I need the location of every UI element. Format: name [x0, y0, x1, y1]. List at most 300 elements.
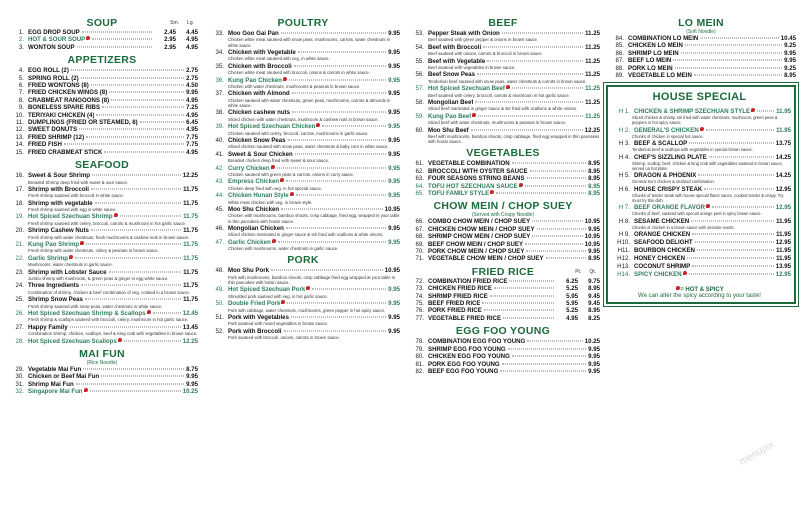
dot-leader — [90, 391, 181, 392]
size-label: Lg. — [187, 20, 194, 26]
item-name: CHICKEN CHOW MEIN / CHOP SUEY — [428, 225, 535, 233]
item-description: Combination shrimp, chicken, scallops, beef & King crab with vegetables in brown sauce. — [28, 331, 198, 337]
item-number: 71. — [415, 255, 424, 263]
dot-leader — [83, 369, 184, 370]
item-name: FRIED SHRIMP (12) — [28, 133, 85, 141]
item-price: 8.95 — [784, 72, 796, 80]
dot-leader — [322, 126, 386, 127]
item-price: 10.25 — [182, 388, 198, 396]
item-name: PORK EGG FOO YOUNG — [428, 360, 500, 368]
item-number: 51. — [215, 313, 224, 321]
pepper-icon — [506, 85, 510, 89]
item-name: Moo Shu Chicken — [228, 205, 280, 213]
item-name: SEAFOOD DELIGHT — [634, 239, 693, 247]
item-price-small: 6.25 — [566, 277, 578, 285]
dot-leader — [91, 230, 181, 231]
item-name: SHRIMP LO MEIN — [628, 49, 679, 57]
dot-leader — [532, 221, 583, 222]
dot-leader — [546, 258, 587, 259]
dot-leader — [140, 122, 184, 123]
item-name: Shrimp Cashew Nuts — [28, 227, 89, 235]
item-description: Shrimp, scallop, beef, chicken & king crab with vegetables sauteed in brown sauce, served on hot plate. — [632, 160, 783, 171]
pepper-icon — [86, 36, 90, 40]
item-name: Moo Goo Gai Pan — [228, 30, 279, 37]
menu-item — [206, 151, 400, 158]
pepper-icon — [80, 241, 84, 245]
item-price: 10.25 — [584, 338, 600, 346]
menu-item — [608, 239, 791, 247]
item-number: H12. — [617, 255, 630, 263]
item-price-large: 4.45 — [186, 29, 198, 36]
dot-leader — [525, 243, 583, 244]
item-number: 47. — [215, 238, 224, 246]
item-price: 13.95 — [775, 263, 791, 271]
item-description: Pork sauteed with broccoli, onions, carrots in brown sauce. — [228, 335, 341, 341]
spicy-note: We can alter the spicy according to your taste! — [638, 293, 761, 300]
item-description: Fresh shrimp sauteed with celery, broccoli, carrots & mushroom in hot garlic sauce. — [28, 220, 187, 226]
item-price: 11.75 — [183, 213, 198, 221]
item-price: 2.75 — [186, 74, 198, 82]
item-price: 10.95 — [384, 267, 400, 275]
lo-mein-section — [606, 17, 796, 79]
item-name: Hot Spiced Szechuan Shrimp & Scallops — [28, 310, 146, 318]
menu-item — [6, 381, 198, 388]
column-3 — [406, 14, 600, 375]
item-number: H 4. — [618, 153, 630, 161]
item-price: 12.95 — [775, 239, 791, 247]
item-price: 11.75 — [183, 268, 198, 276]
menu-item — [406, 127, 600, 134]
item-number: 17. — [15, 185, 24, 193]
item-price: 10.95 — [584, 233, 600, 241]
dot-leader — [706, 129, 774, 130]
size-label: Sm. — [170, 20, 180, 26]
menu-item — [206, 90, 400, 97]
dot-leader — [292, 112, 386, 113]
item-description: General tso's chicken & seafood combination. — [632, 179, 715, 185]
lo-mein-heading: LO MEIN — [678, 17, 724, 29]
dot-leader — [530, 170, 587, 171]
item-price: 9.95 — [388, 164, 400, 172]
item-price-small: 2.45 — [164, 29, 176, 36]
dot-leader — [477, 74, 583, 75]
item-price: 4.95 — [186, 126, 198, 134]
dot-leader — [496, 193, 586, 194]
item-number: 33. — [215, 30, 224, 37]
menu-item — [6, 112, 198, 119]
item-number: 87. — [615, 57, 624, 65]
item-price: 11.75 — [183, 185, 198, 193]
item-price: 10.95 — [584, 218, 600, 226]
item-price: 12.25 — [182, 337, 198, 345]
item-name: BEEF CHOW MEIN / CHOP SUEY — [428, 240, 524, 248]
pepper-icon — [272, 239, 276, 243]
item-description: Fresh shrimp with water chestnuts, celery & peanuts in brown sauce. — [28, 248, 159, 254]
pepper-icon — [519, 183, 523, 187]
menu-item — [406, 168, 600, 175]
item-description: Tenderloin beef sauteed with snow peas, water chestnuts & carrots in brown sauce. — [428, 78, 587, 84]
item-description: Chicken sauteed with green peas & carrots, onions in curry sauce. — [228, 171, 355, 177]
menu-item — [406, 190, 600, 197]
item-description: Beef sauteed with onions, carrots & broccoli in brown sauce. — [428, 51, 543, 57]
dot-leader — [490, 295, 554, 296]
item-number: 24. — [15, 282, 24, 290]
item-price-large: 8.95 — [588, 285, 600, 293]
poultry-heading: POULTRY — [277, 17, 329, 29]
pepper-icon — [283, 77, 287, 81]
menu-item — [608, 127, 791, 135]
item-name: BEEF FRIED RICE — [428, 300, 481, 308]
column-4 — [606, 14, 796, 304]
item-number: 26. — [15, 310, 24, 318]
item-number: 39. — [215, 123, 224, 131]
item-description: Chicken with water chestnuts, mushrooms & peanuts in brown sauce. — [228, 84, 361, 89]
item-price: 12.45 — [182, 310, 198, 318]
item-price: 7.75 — [186, 141, 198, 149]
dot-leader — [71, 70, 184, 71]
item-name: Vegetable Mai Fun — [28, 366, 82, 374]
pepper-icon — [472, 113, 476, 117]
menu-item — [406, 361, 600, 368]
menu-item — [206, 165, 400, 172]
item-name: FRIED FISH — [28, 141, 62, 149]
item-description: Chicken white meat sauteed with snow peas, mushrooms, carrots, water chestnuts in white sauce. — [228, 37, 390, 48]
menu-item — [6, 126, 198, 133]
item-price: 9.95 — [388, 90, 400, 98]
item-number: 7. — [18, 89, 24, 97]
item-name: Garlic Shrimp — [28, 254, 68, 262]
item-name: CHEF'S SIZZLING PLATE — [634, 153, 707, 161]
item-price: 9.95 — [388, 238, 400, 246]
dot-leader — [509, 280, 554, 281]
item-number: H11. — [617, 247, 630, 255]
dot-leader — [685, 45, 782, 46]
item-price: 9.95 — [388, 286, 400, 294]
item-description: Sliced chicken sauteed with snow peas, water chestnuts & baby corn in white sauce. — [228, 144, 389, 150]
pepper-icon — [114, 213, 118, 217]
house-special-section — [606, 85, 796, 304]
item-price: 8.95 — [588, 182, 600, 190]
item-price: 11.95 — [776, 255, 791, 263]
menu-item — [406, 315, 600, 322]
item-number: 80. — [415, 353, 424, 361]
item-price: 10.45 — [780, 35, 796, 42]
fried-rice-heading: FRIED RICE — [471, 265, 535, 278]
item-number: 3. — [18, 43, 24, 51]
item-number: 46. — [215, 224, 224, 232]
item-name: SPRING ROLL (2) — [28, 74, 79, 82]
dot-leader — [482, 303, 554, 304]
item-price: 11.75 — [183, 199, 198, 207]
pepper-icon — [751, 108, 755, 112]
menu-item — [6, 97, 198, 104]
dot-leader — [700, 38, 778, 39]
dot-leader — [704, 188, 773, 189]
item-number: 52. — [215, 327, 224, 335]
menu-item — [206, 267, 400, 274]
item-name: CRABMEAT RANGOONS (8) — [28, 96, 110, 104]
item-name: BONELESS SPARE RIBS — [28, 104, 101, 112]
dot-leader — [673, 60, 782, 61]
item-description: Sliced beef with water chestnuts, mushrooms & peanuts in brown sauce. — [428, 120, 567, 126]
item-price: 10.95 — [384, 205, 400, 213]
menu-item — [6, 172, 198, 179]
menu-item — [6, 186, 198, 193]
menu-item — [406, 30, 600, 37]
item-name: Garlic Chicken — [228, 238, 271, 246]
item-number: 74. — [415, 292, 424, 300]
dot-leader — [757, 111, 774, 112]
menu-item — [406, 293, 600, 300]
dot-leader — [503, 317, 554, 318]
dot-leader — [102, 107, 184, 108]
menu-item — [606, 35, 796, 42]
item-name: PORK LO MEIN — [628, 64, 673, 72]
item-price: 9.95 — [388, 300, 400, 308]
item-price-large: 9.45 — [588, 300, 600, 308]
dot-leader — [104, 151, 184, 152]
item-description: Sliced chicken with water chestnuts, mushroom & cashew nuts in brown sauce. — [228, 116, 379, 122]
item-number: 53. — [415, 30, 424, 37]
item-description: Fresh shrimp sauteed with broccoli in white sauce. — [28, 193, 125, 199]
item-price: 11.25 — [585, 85, 600, 93]
item-name: SESAME CHICKEN — [634, 217, 690, 225]
item-number: 35. — [215, 62, 224, 70]
menu-item — [6, 141, 198, 148]
item-number: 43. — [215, 178, 224, 186]
item-name: Beef with Vegetable — [428, 57, 486, 65]
menu-item — [206, 300, 400, 307]
item-price: 4.95 — [186, 111, 198, 119]
item-name: PORK FRIED RICE — [428, 307, 482, 315]
item-price: 11.95 — [776, 217, 791, 225]
item-price: 11.75 — [183, 254, 198, 262]
menu-item — [406, 71, 600, 78]
item-name: TERIYAKI CHICKEN (4) — [28, 111, 95, 119]
dot-leader — [82, 32, 152, 33]
item-number: 11. — [15, 119, 24, 127]
dot-leader — [85, 299, 181, 300]
menu-item — [406, 338, 600, 345]
dot-leader — [483, 46, 583, 47]
dot-leader — [153, 313, 181, 314]
dot-leader — [281, 208, 383, 209]
item-price: 11.75 — [183, 282, 198, 290]
dot-leader — [289, 79, 386, 80]
dot-leader — [101, 376, 184, 377]
menu-item — [606, 50, 796, 57]
dot-leader — [86, 244, 181, 245]
item-name: Chicken Hunan Style — [228, 192, 289, 200]
soup-section — [6, 17, 198, 51]
item-name: EGG DROP SOUP — [28, 29, 80, 36]
pork-heading: PORK — [287, 254, 319, 267]
item-description: Fresh shrimp sauteed with snow peas, water chestnuts in white sauce. — [28, 303, 163, 309]
seafood-section — [6, 159, 198, 345]
menu-item — [6, 338, 198, 345]
pepper-icon — [306, 286, 310, 290]
dot-leader — [502, 33, 583, 34]
item-number: 37. — [215, 90, 224, 98]
column-1 — [6, 14, 198, 396]
dot-leader — [64, 144, 184, 145]
dot-leader — [494, 288, 554, 289]
dot-leader — [487, 60, 583, 61]
item-number: 9. — [18, 104, 24, 112]
dot-leader — [512, 356, 586, 357]
item-number: 76. — [415, 307, 424, 315]
item-number: 55. — [415, 57, 424, 65]
item-number: 86. — [615, 49, 624, 57]
item-price: 11.25 — [585, 57, 600, 65]
item-price: 12.95 — [775, 271, 791, 279]
item-name: FRIED CRABMEAT STICK — [28, 148, 103, 156]
item-number: 82. — [415, 367, 424, 375]
beef-section — [406, 17, 600, 144]
dot-leader — [502, 363, 586, 364]
dot-leader — [475, 101, 583, 102]
item-price: 13.45 — [182, 323, 198, 331]
item-name: DRAGON & PHOENIX — [634, 172, 697, 180]
item-name: Shrimp with vegetable — [28, 199, 93, 207]
item-description: Beef sauteed with vegetables in brown sauce. — [428, 65, 516, 70]
item-name: Pork with Vegetables — [228, 313, 289, 321]
item-number: 5. — [18, 74, 24, 82]
menu-item — [406, 44, 600, 51]
item-description: Beef with mushrooms, bamboo shoots, crisp cabbage, fried egg wrapped in thin pancakes with hoisin sauce. — [428, 133, 600, 145]
item-number: H 2. — [618, 126, 630, 134]
menu-item — [406, 113, 600, 120]
item-price: 11.75 — [183, 227, 198, 235]
item-price: 2.75 — [186, 67, 198, 75]
item-name: Empress Chicken — [228, 178, 280, 186]
menu-item — [606, 42, 796, 49]
item-price: 6.45 — [186, 119, 198, 127]
item-number: 8. — [18, 96, 24, 104]
item-price: 11.25 — [585, 30, 600, 37]
item-name: Shrimp Mai Fun — [28, 380, 74, 388]
item-number: 6. — [18, 82, 24, 90]
menu-item — [206, 192, 400, 199]
item-description: Chicken sauteed with water chestnuts, green peas, mushrooms, carrots & almonds in white sauce. — [228, 97, 391, 108]
item-number: 32. — [15, 388, 24, 396]
menu-item — [6, 82, 198, 89]
item-number: H 6. — [618, 185, 630, 193]
item-description: Sliced beef marinated in ginger sauce & stir fried with scallions & white onions. — [428, 106, 578, 112]
dot-leader — [284, 330, 387, 331]
item-price: 9.95 — [186, 89, 198, 97]
dot-leader — [512, 163, 586, 164]
item-description: Breaded Shrimp deep fried with sweet & sour sauce. — [28, 179, 129, 185]
item-name: CHICKEN FRIED RICE — [428, 285, 492, 293]
dot-leader — [81, 77, 184, 78]
dot-leader — [286, 227, 386, 228]
item-description: Sliced chicken marinated in ginger sauce & stir fried with scallions & white onions. — [228, 232, 384, 238]
item-description: Shredded pork sauteed with veg. in hot garlic sauce. — [228, 293, 328, 299]
item-name: Mongolian Beef — [428, 98, 474, 106]
pepper-icon — [490, 190, 494, 194]
dot-leader — [478, 115, 583, 116]
dot-leader — [689, 143, 774, 144]
item-description: Chicken with mushrooms, water chestnuts in garlic sauce. — [228, 246, 339, 252]
item-name: Sweet & Sour Shrimp — [28, 172, 90, 180]
item-name: Hot Spiced Szechuan Shrimp — [28, 213, 113, 221]
item-description: Combination of shrimp, chicken & beef combination of veg. cooked in a brown sauce. — [28, 289, 190, 295]
dot-leader — [124, 340, 181, 341]
dot-leader — [75, 257, 181, 258]
item-number: 57. — [415, 85, 424, 93]
item-number: H 1. — [618, 108, 630, 116]
item-number: 77. — [415, 314, 424, 322]
vegetables-section — [406, 147, 600, 197]
menu-item — [6, 36, 198, 43]
pepper-icon — [118, 338, 122, 342]
item-price: 14.25 — [775, 172, 791, 180]
item-name: Kung Pao Chicken — [228, 76, 282, 84]
item-price-small: 2.95 — [164, 43, 176, 51]
pork-section — [206, 254, 400, 340]
item-name: Hot Spiced Szechuan Beef — [428, 85, 505, 93]
item-price: 9.95 — [588, 353, 600, 361]
item-name: Chicken or Beef Mai Fun — [28, 373, 100, 381]
item-number: 13. — [15, 133, 24, 141]
dot-leader — [694, 75, 782, 76]
size-label: Qt. — [589, 268, 596, 275]
item-price: 9.95 — [388, 327, 400, 335]
item-price: 12.95 — [775, 185, 791, 193]
item-name: Sweet & Sour Chicken — [228, 150, 293, 158]
item-name: Shrimp with Lobster Sauce — [28, 268, 107, 276]
item-name: PORK CHOW MEIN / CHOP SUEY — [428, 248, 525, 256]
item-name: COCONUT SHRIMP — [634, 263, 691, 271]
item-name: SHRIMP FRIED RICE — [428, 292, 488, 300]
item-description: Beef sauteed with celery, broccoli, carrots & mushroom in hot garlic sauce. — [428, 92, 570, 98]
menu-item — [206, 63, 400, 70]
menu-item — [406, 226, 600, 233]
item-name: SPICY CHICKEN — [634, 271, 682, 279]
item-price: 9.95 — [388, 76, 400, 84]
size-label: Pt. — [575, 268, 582, 275]
item-name: Beef Snow Peas — [428, 71, 476, 79]
item-price: 8.75 — [186, 366, 198, 374]
item-description: Chunks of beef, sauteed with special orange peel in spicy brown sauce. — [632, 211, 762, 217]
item-description: Mushrooms, water chestnuts in garlic sauce. — [28, 262, 113, 268]
fried-rice-section — [406, 266, 600, 322]
item-name: Moo Shu Beef — [428, 126, 469, 134]
dot-leader — [527, 341, 582, 342]
item-number: 60. — [415, 126, 424, 134]
dot-leader — [512, 88, 583, 89]
item-price: 11.25 — [585, 43, 600, 51]
item-price-large: 8.95 — [588, 307, 600, 315]
dot-leader — [281, 33, 386, 34]
item-description: White meat chicken with veg. in brown style. — [228, 199, 313, 205]
chow-mein-section — [406, 200, 600, 262]
item-price: 9.95 — [388, 62, 400, 70]
item-name: Chicken with Almond — [228, 90, 290, 98]
item-description: Tenderloin beef & scallops with vegetables in special brown sauce. — [632, 147, 753, 153]
menu-item — [206, 30, 400, 37]
dot-leader — [527, 178, 587, 179]
item-number: 88. — [615, 64, 624, 72]
item-number: 16. — [15, 172, 24, 180]
item-number: 12. — [15, 126, 24, 134]
item-name: Chicken cashew nuts — [228, 109, 290, 117]
menu-item — [406, 278, 600, 285]
menu-item — [6, 75, 198, 82]
item-number: 58. — [415, 98, 424, 106]
pepper-icon — [147, 310, 151, 314]
